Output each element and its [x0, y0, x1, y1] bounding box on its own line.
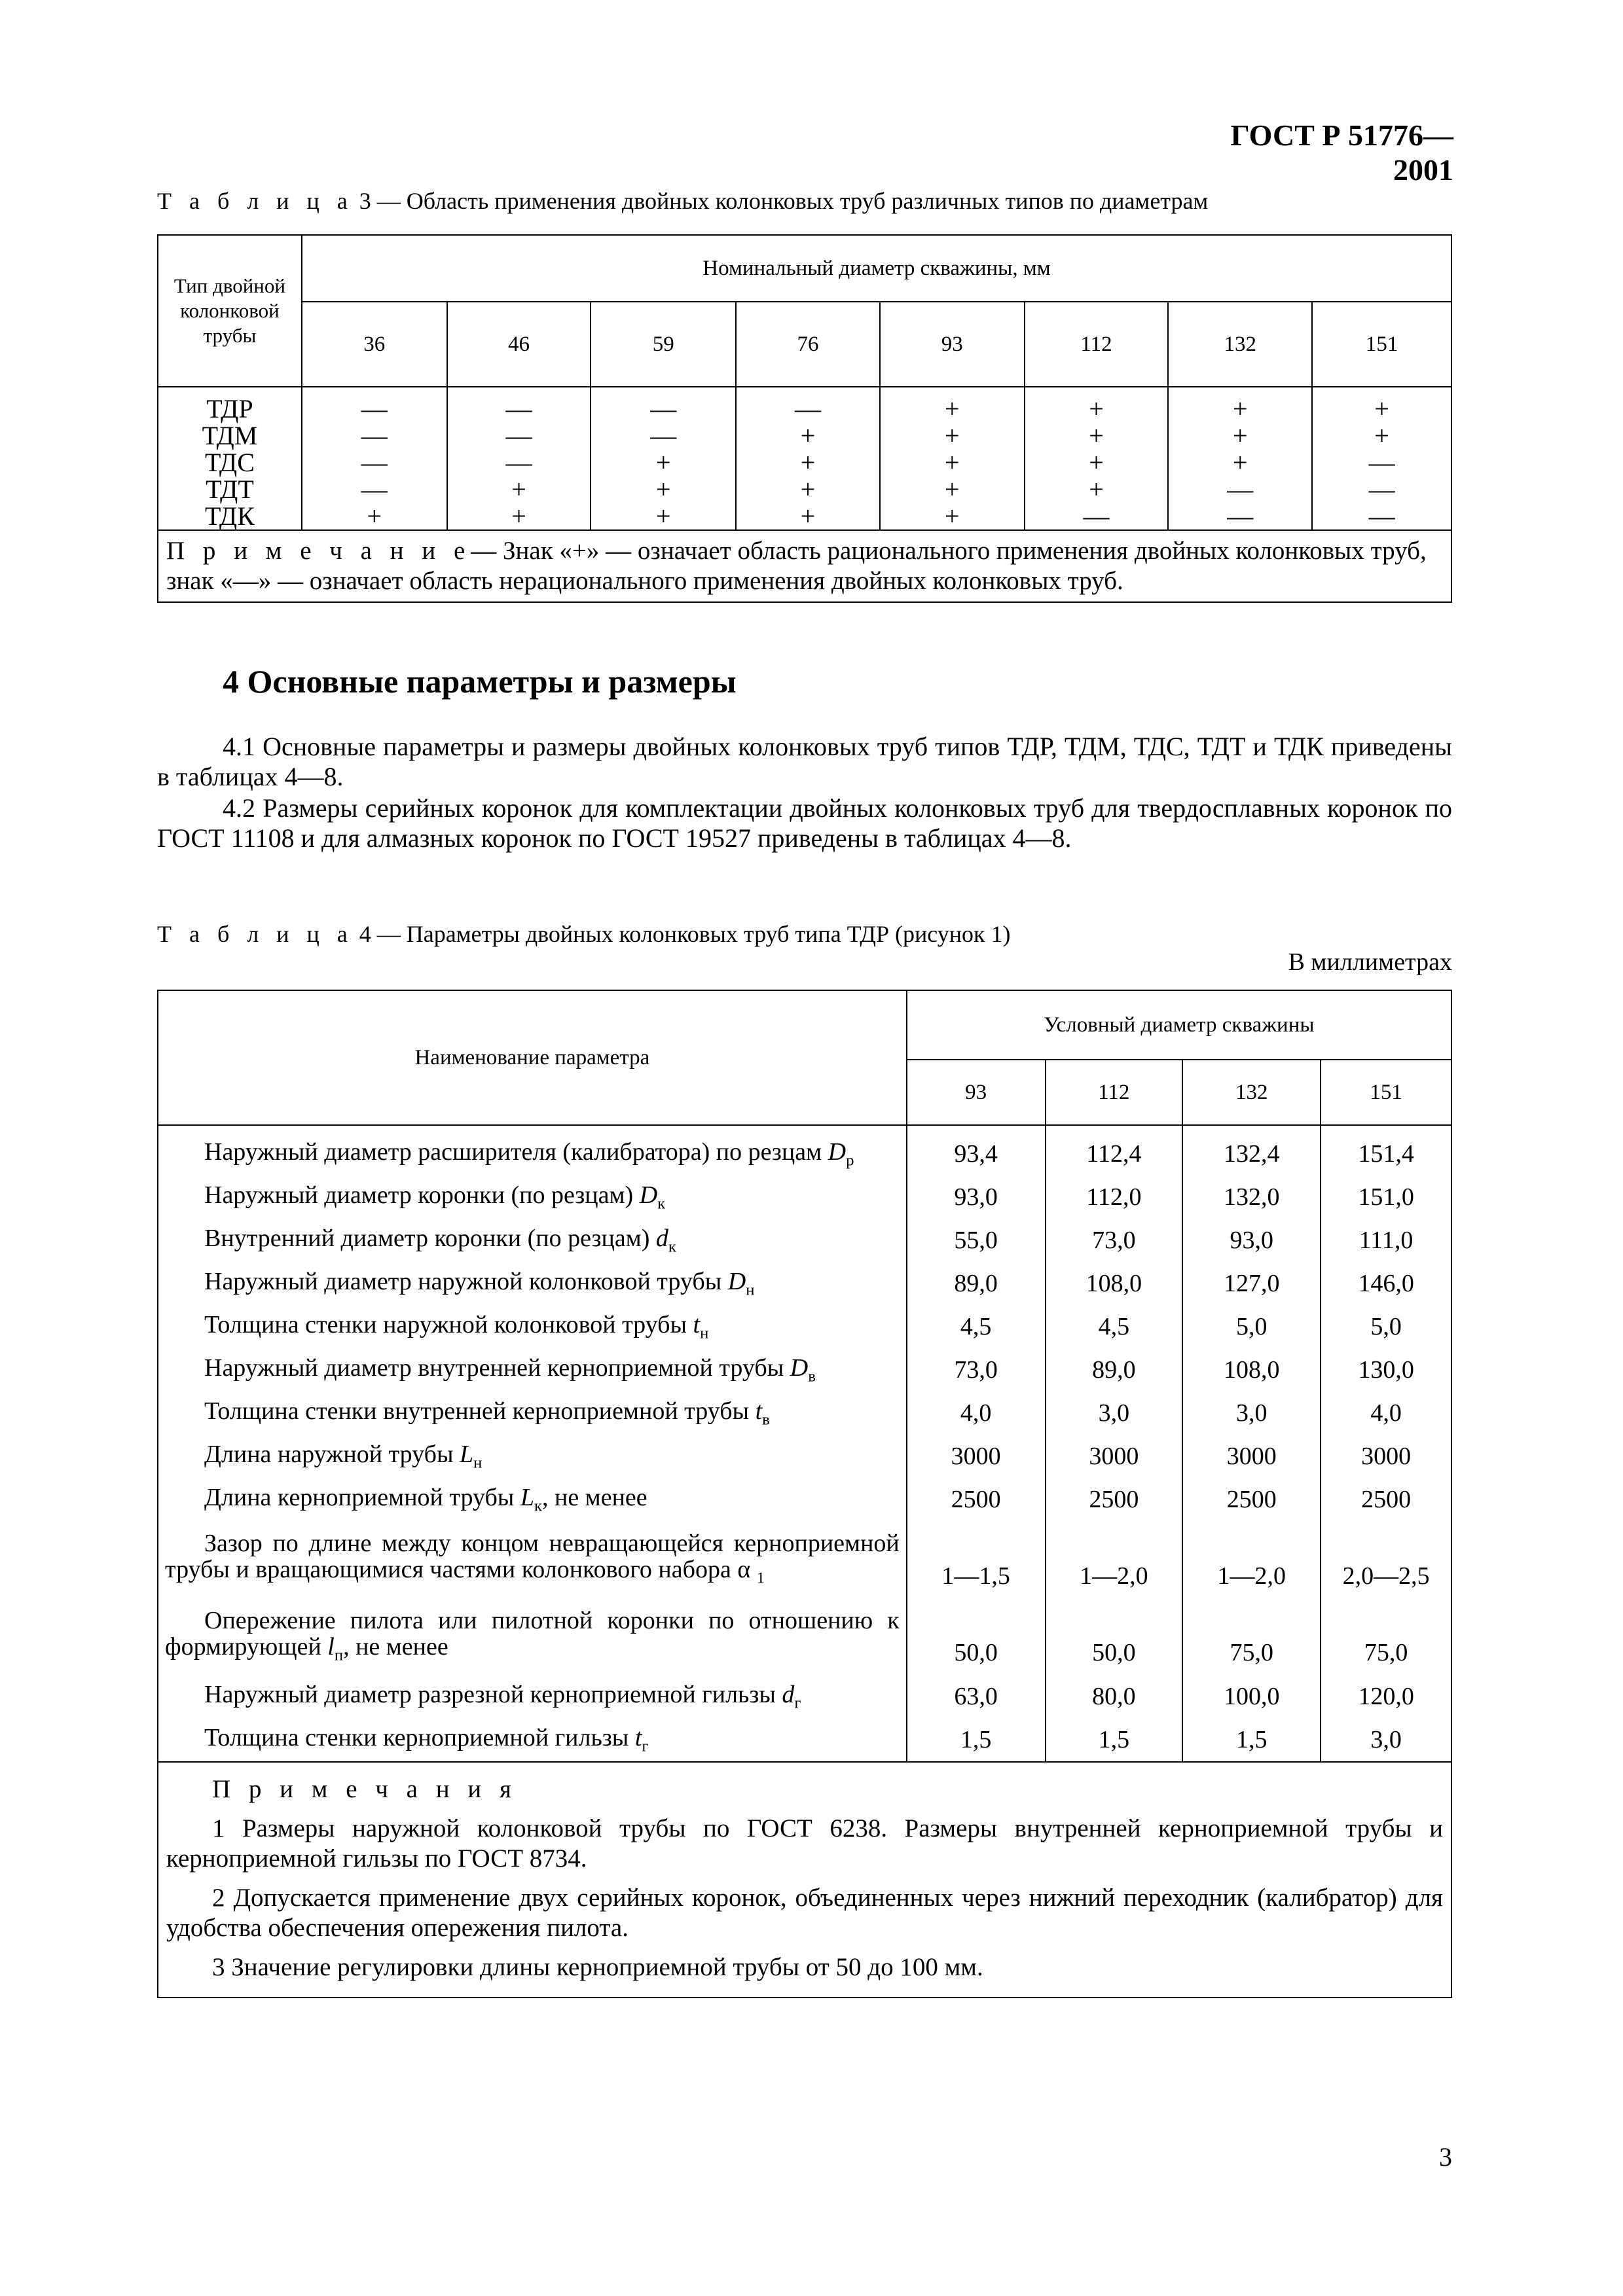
table4-notes-label: П р и м е ч а н и я	[212, 1775, 517, 1804]
param-symbol-subscript: к	[534, 1497, 542, 1515]
table4-value-cell: 93,4	[907, 1125, 1046, 1175]
table4-value-cell: 4,0	[1321, 1391, 1451, 1435]
table3-diameter-header: 76	[736, 302, 880, 387]
param-symbol: D	[790, 1354, 809, 1382]
table3-value-cell: +	[1312, 387, 1451, 422]
table3-value-cell: +	[736, 503, 880, 530]
table4-param-name	[158, 1219, 907, 1262]
table3-diameter-header: 132	[1168, 302, 1312, 387]
table4-value-cell: 120,0	[1321, 1675, 1451, 1718]
param-symbol-subscript: р	[846, 1151, 854, 1170]
table4-value-cell: 4,5	[907, 1305, 1046, 1348]
table4-value-cell: 112,0	[1046, 1175, 1183, 1219]
param-name-text: Внутренний диаметр коронки (по резцам)	[204, 1225, 650, 1253]
param-name-text: Толщина стенки керноприемной гильзы	[204, 1724, 629, 1752]
table3-value-cell: —	[1025, 503, 1169, 530]
table4-param-name	[158, 1598, 907, 1676]
table3-diameter-header: 151	[1312, 302, 1451, 387]
table4-value-cell: 89,0	[907, 1262, 1046, 1305]
table4-row	[158, 1125, 1451, 1175]
table3-note	[158, 530, 1451, 602]
table4-value-cell: 111,0	[1321, 1219, 1451, 1262]
table4-diameter-header: 151	[1321, 1060, 1451, 1125]
table3-diameter-header: 46	[447, 302, 591, 387]
table3-row	[158, 387, 1451, 422]
table3-value-cell: —	[302, 422, 447, 449]
param-symbol: l	[327, 1632, 335, 1660]
table4-value-cell: 5,0	[1182, 1305, 1321, 1348]
table4-value-cell: 132,4	[1182, 1125, 1321, 1175]
table4-param-name	[158, 1435, 907, 1478]
table3-type-cell: ТДТ	[158, 476, 302, 503]
table4-value-cell: 3000	[907, 1435, 1046, 1478]
table4-note-1: 1 Размеры наружной колонковой трубы по ГОСТ 6238. Размеры внутренней керноприемной трубы и керноприемной гильзы по ГОСТ 8734.	[166, 1814, 1443, 1873]
table4-value-cell: 151,4	[1321, 1125, 1451, 1175]
table3-value-cell: —	[447, 449, 591, 476]
page-number: 3	[1439, 2142, 1452, 2172]
table4-value-cell: 2500	[1321, 1478, 1451, 1521]
table4-value-cell: 3000	[1321, 1435, 1451, 1478]
table3-caption-text: 3 — Область применения двойных колонковых труб различных типов по диаметрам	[359, 188, 1209, 214]
param-symbol: D	[727, 1268, 746, 1296]
table4-row	[158, 1391, 1451, 1435]
table3-row	[158, 503, 1451, 530]
table4-value-cell: 1,5	[907, 1718, 1046, 1762]
table4-row	[158, 1219, 1451, 1262]
table3	[157, 234, 1452, 603]
table4-value-cell: 130,0	[1321, 1348, 1451, 1391]
param-name-text: Наружный диаметр разрезной керноприемной гильзы	[204, 1681, 776, 1709]
param-symbol: t	[634, 1724, 642, 1752]
param-symbol-subscript: к	[668, 1238, 676, 1256]
table4-row	[158, 1718, 1451, 1762]
table3-diameter-header: 112	[1025, 302, 1169, 387]
table4-note-2: 2 Допускается применение двух серийных коронок, объединенных через нижний переходник (калибратор) для удобства обеспечения опережения пилота.	[166, 1884, 1443, 1943]
param-symbol-subscript: в	[762, 1410, 770, 1429]
table4-value-cell: 127,0	[1182, 1262, 1321, 1305]
table4-value-cell: 132,0	[1182, 1175, 1321, 1219]
table4-value-cell: 108,0	[1182, 1348, 1321, 1391]
table4-value-cell: 151,0	[1321, 1175, 1451, 1219]
table3-value-cell: +	[591, 449, 736, 476]
table4-value-cell: 89,0	[1046, 1348, 1183, 1391]
param-symbol: D	[828, 1138, 847, 1166]
table3-value-cell: —	[1312, 476, 1451, 503]
param-name-text: Длина наружной трубы	[204, 1441, 454, 1469]
table4-row	[158, 1598, 1451, 1676]
table4-caption	[157, 920, 1010, 948]
table3-value-cell: —	[591, 387, 736, 422]
table4-value-cell: 2500	[907, 1478, 1046, 1521]
param-symbol-subscript: 1	[756, 1569, 765, 1587]
param-suffix: , не менее	[343, 1632, 448, 1660]
table4-value-cell: 3,0	[1182, 1391, 1321, 1435]
table4-value-cell: 1—2,0	[1046, 1521, 1183, 1598]
document-code: ГОСТ Р 51776—2001	[1230, 118, 1453, 187]
table4-value-cell: 80,0	[1046, 1675, 1183, 1718]
param-symbol-subscript: н	[746, 1281, 755, 1299]
table3-type-cell: ТДМ	[158, 422, 302, 449]
table4-value-cell: 73,0	[1046, 1219, 1183, 1262]
table3-row	[158, 422, 1451, 449]
table4-value-cell: 1,5	[1182, 1718, 1321, 1762]
param-symbol-subscript: п	[334, 1646, 344, 1664]
table3-value-cell: +	[880, 503, 1025, 530]
table4-param-name	[158, 1175, 907, 1219]
table4-diameter-header: 112	[1046, 1060, 1183, 1125]
table3-diameter-header: 93	[880, 302, 1025, 387]
table4-value-cell: 50,0	[907, 1598, 1046, 1676]
table3-note-text: — Знак «+» — означает область рационального применения двойных колонковых труб, знак «—» — означает область нерационального применения двойных колонковых труб.	[166, 537, 1427, 595]
table4-param-name	[158, 1348, 907, 1391]
table3-value-cell: +	[736, 449, 880, 476]
table4-value-cell: 1—2,0	[1182, 1521, 1321, 1598]
table3-value-cell: +	[1025, 449, 1169, 476]
param-suffix: , не менее	[541, 1484, 647, 1512]
table3-value-cell: +	[591, 476, 736, 503]
table4-value-cell: 1,5	[1046, 1718, 1183, 1762]
table4-diameter-header: 93	[907, 1060, 1046, 1125]
param-symbol: d	[655, 1225, 668, 1253]
param-symbol: t	[693, 1311, 701, 1339]
table4-value-cell: 100,0	[1182, 1675, 1321, 1718]
param-name-text: Наружный диаметр наружной колонковой трубы	[204, 1268, 722, 1296]
table3-value-cell: —	[591, 422, 736, 449]
table4-row	[158, 1348, 1451, 1391]
table4-row	[158, 1305, 1451, 1348]
param-symbol: D	[639, 1181, 658, 1210]
table3-value-cell: —	[302, 387, 447, 422]
table4-caption-text: 4 — Параметры двойных колонковых труб типа ТДР (рисунок 1)	[359, 921, 1011, 947]
param-symbol-subscript: в	[808, 1367, 816, 1386]
table4-row	[158, 1175, 1451, 1219]
table3-value-cell: +	[1025, 476, 1169, 503]
table3-value-cell: +	[1168, 387, 1312, 422]
param-symbol-subscript: н	[473, 1454, 483, 1472]
table4-note-3: 3 Значение регулировки длины керноприемной трубы от 50 до 100 мм.	[212, 1953, 983, 1982]
table4-group-header: Условный диаметр скважины	[907, 990, 1451, 1060]
table4-value-cell: 4,0	[907, 1391, 1046, 1435]
table3-value-cell: +	[1312, 422, 1451, 449]
table3-value-cell: +	[1168, 422, 1312, 449]
param-name-text: Толщина стенки наружной колонковой трубы	[204, 1311, 687, 1339]
param-name-text: Длина керноприемной трубы	[204, 1484, 515, 1512]
table3-group-header: Номинальный диаметр скважины, мм	[302, 235, 1451, 302]
table4-value-cell: 2,0—2,5	[1321, 1521, 1451, 1598]
table4-value-cell: 50,0	[1046, 1598, 1183, 1676]
table3-value-cell: +	[736, 476, 880, 503]
paragraph-4-2: 4.2 Размеры серийных коронок для комплектации двойных колонковых труб для твердосплавных коронок по ГОСТ 11108 и для алмазных коронок по ГОСТ 19527 приведены в таблицах 4—8.	[157, 793, 1452, 853]
param-name-text: Опережение пилота или пилотной коронки по отношению к формирующей	[165, 1606, 900, 1660]
table3-value-cell: +	[880, 422, 1025, 449]
table3-value-cell: —	[447, 422, 591, 449]
table4-diameter-header: 132	[1182, 1060, 1321, 1125]
table3-value-cell: +	[1025, 422, 1169, 449]
table3-value-cell: +	[447, 503, 591, 530]
table3-value-cell: —	[302, 449, 447, 476]
param-name-text: Наружный диаметр расширителя (калибратора) по резцам	[204, 1138, 822, 1166]
table3-value-cell: —	[1168, 503, 1312, 530]
table3-value-cell: —	[302, 476, 447, 503]
table4-param-name	[158, 1718, 907, 1762]
param-name-text: Наружный диаметр коронки (по резцам)	[204, 1181, 634, 1210]
param-name-text: Зазор по длине между концом невращающейся керноприемной трубы и вращающимися частями колонкового набора α	[165, 1530, 900, 1583]
table3-value-cell: +	[880, 476, 1025, 503]
table4-value-cell: 93,0	[1182, 1219, 1321, 1262]
param-symbol: L	[459, 1441, 474, 1469]
table3-value-cell: —	[447, 387, 591, 422]
table4-row	[158, 1478, 1451, 1521]
param-symbol-subscript: к	[657, 1194, 666, 1213]
table4-value-cell: 3,0	[1046, 1391, 1183, 1435]
table4-value-cell: 108,0	[1046, 1262, 1183, 1305]
table3-value-cell: +	[1168, 449, 1312, 476]
table4-param-name	[158, 1521, 907, 1598]
param-symbol: d	[782, 1681, 795, 1709]
table3-value-cell: +	[591, 503, 736, 530]
paragraph-4-1: 4.1 Основные параметры и размеры двойных колонковых труб типов ТДР, ТДМ, ТДС, ТДТ и ТДК приведены в таблицах 4—8.	[157, 732, 1452, 791]
table3-type-cell: ТДК	[158, 503, 302, 530]
param-symbol-subscript: г	[642, 1737, 649, 1755]
table3-value-cell: —	[1312, 449, 1451, 476]
table3-diameter-header: 59	[591, 302, 736, 387]
table4-param-name	[158, 1478, 907, 1521]
table3-value-cell: +	[736, 422, 880, 449]
param-symbol-subscript: н	[700, 1324, 709, 1342]
table4-row	[158, 1675, 1451, 1718]
table3-diameter-header: 36	[302, 302, 447, 387]
table3-value-cell: —	[1312, 503, 1451, 530]
table3-type-header: Тип двойной колонковой трубы	[158, 235, 302, 387]
table3-value-cell: +	[1025, 387, 1169, 422]
table4-value-cell: 73,0	[907, 1348, 1046, 1391]
table4-row	[158, 1435, 1451, 1478]
table4-param-name	[158, 1262, 907, 1305]
table4-param-name	[158, 1125, 907, 1175]
table4-value-cell: 3000	[1182, 1435, 1321, 1478]
table4-value-cell: 3000	[1046, 1435, 1183, 1478]
table4-value-cell: 93,0	[907, 1175, 1046, 1219]
table3-row	[158, 449, 1451, 476]
table4-row	[158, 1262, 1451, 1305]
param-symbol: L	[520, 1484, 534, 1512]
table4-value-cell: 146,0	[1321, 1262, 1451, 1305]
param-name-text: Наружный диаметр внутренней керноприемной трубы	[204, 1354, 784, 1382]
table4-value-cell: 2500	[1046, 1478, 1183, 1521]
table4-row	[158, 1521, 1451, 1598]
table4-value-cell: 4,5	[1046, 1305, 1183, 1348]
table4-value-cell: 3,0	[1321, 1718, 1451, 1762]
table4-value-cell: 2500	[1182, 1478, 1321, 1521]
table4-value-cell: 55,0	[907, 1219, 1046, 1262]
section-4-title: 4 Основные параметры и размеры	[223, 663, 737, 700]
table4-param-name	[158, 1675, 907, 1718]
table4-value-cell: 112,4	[1046, 1125, 1183, 1175]
table4-notes	[158, 1762, 1451, 1998]
table4	[157, 990, 1452, 1998]
table3-row	[158, 476, 1451, 503]
table3-value-cell: +	[880, 449, 1025, 476]
table3-value-cell: +	[447, 476, 591, 503]
table4-param-name	[158, 1391, 907, 1435]
table3-type-cell: ТДС	[158, 449, 302, 476]
table4-value-cell: 63,0	[907, 1675, 1046, 1718]
table3-value-cell: +	[880, 387, 1025, 422]
table4-units: В миллиметрах	[1288, 948, 1452, 976]
table4-value-cell: 75,0	[1182, 1598, 1321, 1676]
table4-value-cell: 1—1,5	[907, 1521, 1046, 1598]
param-symbol-subscript: г	[794, 1694, 801, 1712]
table3-value-cell: +	[302, 503, 447, 530]
table3-caption	[157, 187, 1208, 215]
param-name-text: Толщина стенки внутренней керноприемной трубы	[204, 1397, 750, 1426]
table4-param-header: Наименование параметра	[158, 990, 907, 1125]
table3-note-label: П р и м е ч а н и е	[166, 537, 471, 565]
table3-type-cell: ТДР	[158, 387, 302, 422]
table3-caption-label: Т а б л и ц а	[157, 188, 354, 214]
table3-value-cell: —	[736, 387, 880, 422]
table4-param-name	[158, 1305, 907, 1348]
table3-value-cell: —	[1168, 476, 1312, 503]
table4-caption-label: Т а б л и ц а	[157, 921, 354, 947]
table4-value-cell: 5,0	[1321, 1305, 1451, 1348]
table4-value-cell: 75,0	[1321, 1598, 1451, 1676]
param-symbol: t	[755, 1397, 763, 1426]
